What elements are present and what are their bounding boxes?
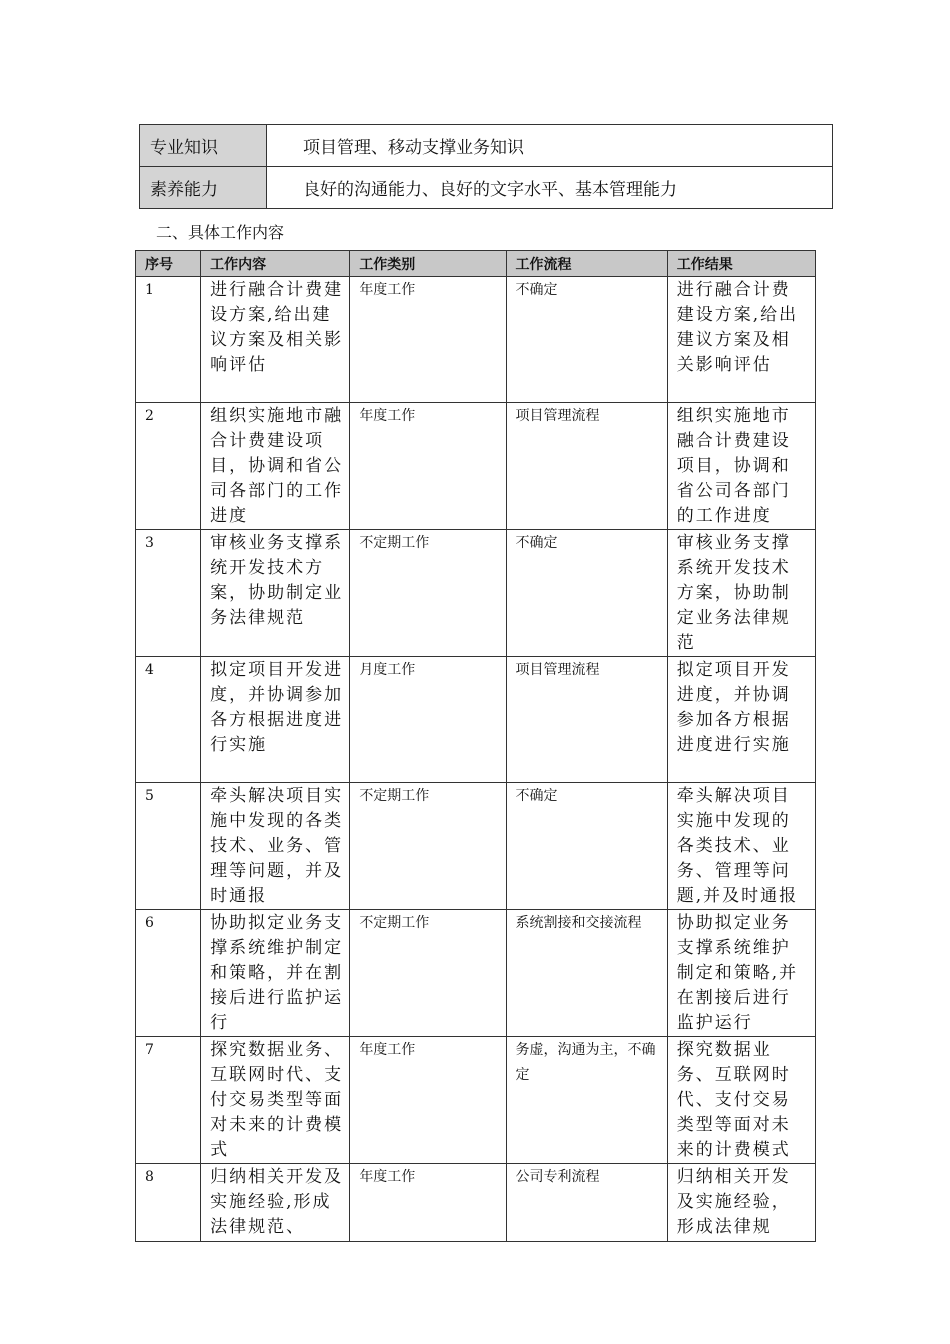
row-result: 牵头解决项目实施中发现的各类技术、业务、管理等问题,并及时通报	[667, 783, 815, 910]
requirement-value: 良好的沟通能力、良好的文字水平、基本管理能力	[267, 167, 833, 209]
table-row	[136, 783, 816, 910]
row-number: 7	[136, 1037, 201, 1164]
row-category: 年度工作	[350, 277, 506, 403]
row-result: 组织实施地市融合计费建设项目，协调和省公司各部门的工作进度	[667, 403, 815, 530]
row-category: 不定期工作	[350, 910, 506, 1037]
row-process: 项目管理流程	[506, 657, 667, 783]
row-content: 探究数据业务、互联网时代、支付交易类型等面对未来的计费模式	[201, 1037, 350, 1164]
row-category: 不定期工作	[350, 530, 506, 657]
table-row	[136, 530, 816, 657]
row-content: 拟定项目开发进度，并协调参加各方根据进度进行实施	[201, 657, 350, 783]
row-number: 2	[136, 403, 201, 530]
row-category: 不定期工作	[350, 783, 506, 910]
row-content: 组织实施地市融合计费建设项目，协调和省公司各部门的工作进度	[201, 403, 350, 530]
table-row	[136, 277, 816, 403]
row-number: 8	[136, 1164, 201, 1242]
header-number: 序号	[136, 251, 201, 277]
requirement-row	[140, 125, 833, 167]
row-result: 探究数据业务、互联网时代、支付交易类型等面对未来的计费模式	[667, 1037, 815, 1164]
requirement-row	[140, 167, 833, 209]
row-result: 协助拟定业务支撑系统维护制定和策略,并在割接后进行监护运行	[667, 910, 815, 1037]
work-content-table	[135, 250, 816, 1242]
row-category: 月度工作	[350, 657, 506, 783]
row-category: 年度工作	[350, 1164, 506, 1242]
row-content: 归纳相关开发及实施经验,形成法律规范、	[201, 1164, 350, 1242]
row-result: 审核业务支撑系统开发技术方案，协助制定业务法律规范	[667, 530, 815, 657]
row-content: 审核业务支撑系统开发技术方案，协助制定业务法律规范	[201, 530, 350, 657]
table-row	[136, 1037, 816, 1164]
header-result: 工作结果	[667, 251, 815, 277]
row-number: 5	[136, 783, 201, 910]
table-row	[136, 403, 816, 530]
table-header-row	[136, 251, 816, 277]
row-category: 年度工作	[350, 403, 506, 530]
requirement-label: 专业知识	[140, 125, 267, 167]
row-process: 务虚，沟通为主，不确定	[506, 1037, 667, 1164]
row-content: 协助拟定业务支撑系统维护制定和策略，并在割接后进行监护运行	[201, 910, 350, 1037]
row-process: 项目管理流程	[506, 403, 667, 530]
row-process: 不确定	[506, 277, 667, 403]
row-number: 6	[136, 910, 201, 1037]
row-content: 牵头解决项目实施中发现的各类技术、业务、管理等问题，并及时通报	[201, 783, 350, 910]
row-process: 系统割接和交接流程	[506, 910, 667, 1037]
row-number: 1	[136, 277, 201, 403]
row-process: 不确定	[506, 783, 667, 910]
row-content: 进行融合计费建设方案,给出建议方案及相关影响评估	[201, 277, 350, 403]
table-row	[136, 910, 816, 1037]
section-heading: 二、具体工作内容	[156, 223, 285, 242]
table-row	[136, 1164, 816, 1242]
header-category: 工作类别	[350, 251, 506, 277]
row-result: 拟定项目开发进度，并协调参加各方根据进度进行实施	[667, 657, 815, 783]
row-number: 3	[136, 530, 201, 657]
row-category: 年度工作	[350, 1037, 506, 1164]
table-row	[136, 657, 816, 783]
row-process: 不确定	[506, 530, 667, 657]
header-content: 工作内容	[201, 251, 350, 277]
header-process: 工作流程	[506, 251, 667, 277]
row-result: 进行融合计费建设方案,给出建议方案及相关影响评估	[667, 277, 815, 403]
row-number: 4	[136, 657, 201, 783]
requirement-value: 项目管理、移动支撑业务知识	[267, 125, 833, 167]
row-result: 归纳相关开发及实施经验，形成法律规	[667, 1164, 815, 1242]
requirements-table	[139, 124, 833, 209]
requirement-label: 素养能力	[140, 167, 267, 209]
row-process: 公司专利流程	[506, 1164, 667, 1242]
